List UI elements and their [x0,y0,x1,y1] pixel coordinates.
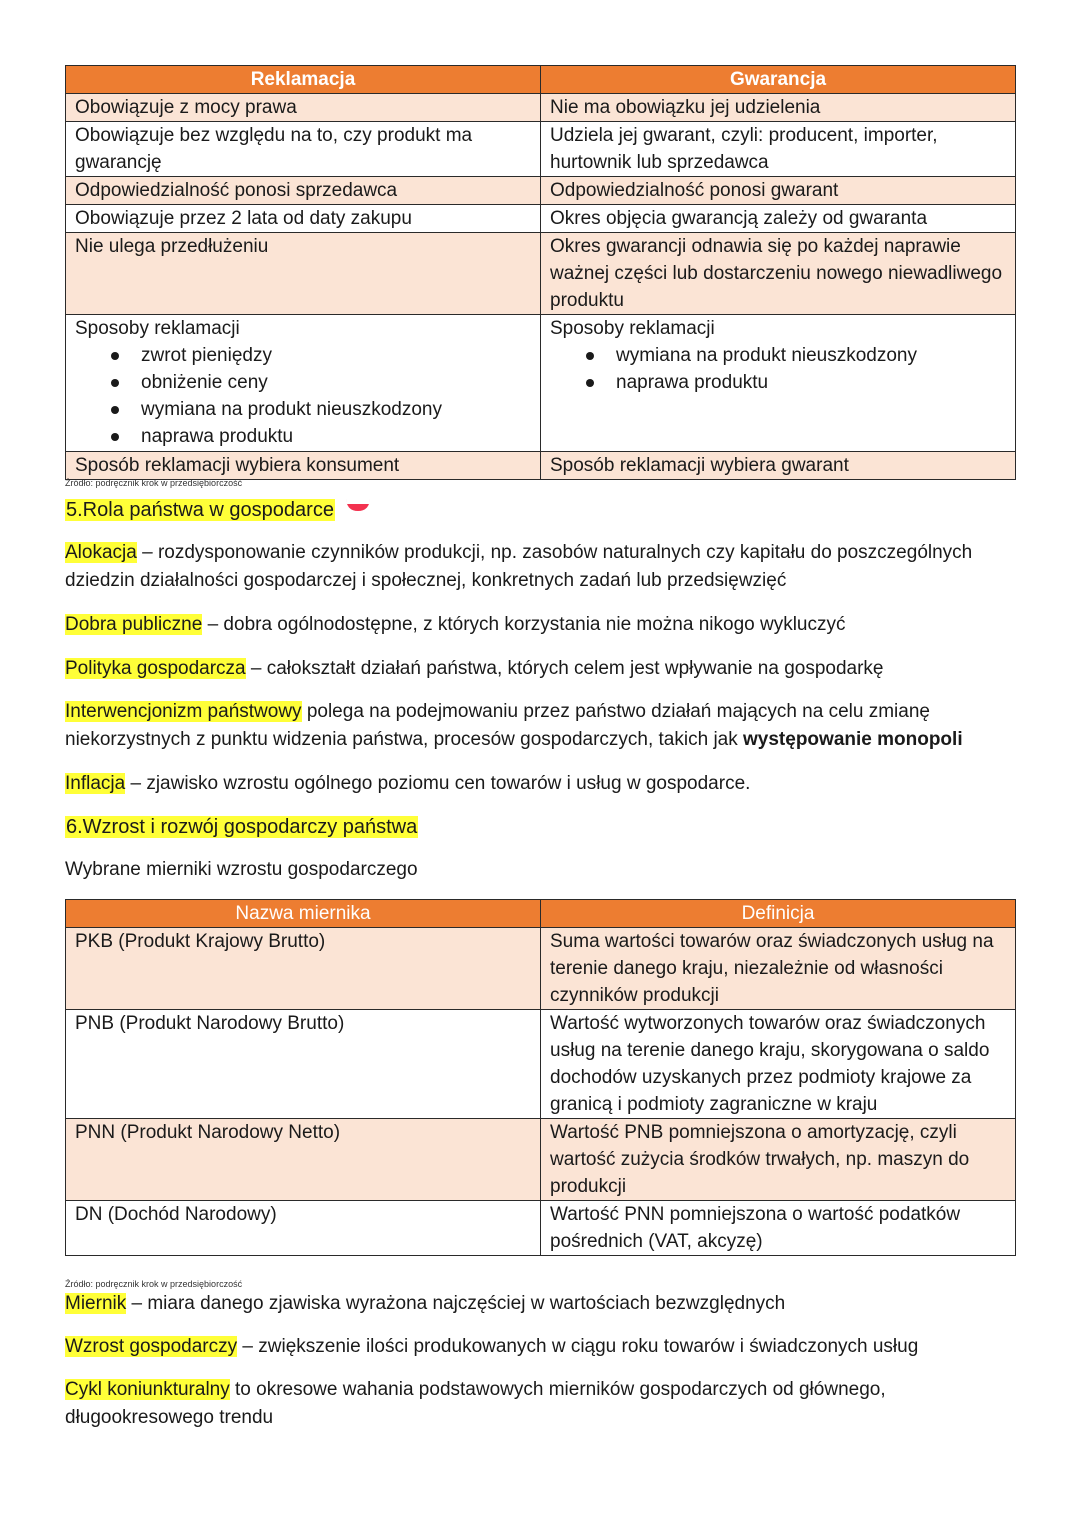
table-cell: Wartość PNB pomniejszona o amortyzację, czyli wartość zużycia środków trwałych, np. maszyn do produkcji [541,1119,1016,1201]
definition-miernik [65,1290,1025,1318]
table-cell: Okres gwarancji odnawia się po każdej naprawie ważnej części lub dostarczeniu nowego niewadliwego produktu [541,233,1016,315]
methods-title: Sposoby reklamacji [550,318,715,339]
methods-title: Sposoby reklamacji [75,318,240,339]
table-row [66,1119,1016,1201]
definition-text: polega na podejmowaniu przez państwo działań mających na celu zmianę niekorzystnych z punktu widzenia państwa, procesów gospodarczych, takich jak [65,701,930,750]
table-row [66,1010,1016,1119]
definition-text: – rozdysponowanie czynników produkcji, np. zasobów naturalnych czy kapitału do poszczególnych dziedzin działalności gospodarczej i społecznej, konkretnych zadań lub przedsięwzięć [65,542,973,591]
methods-list [75,342,531,450]
definition-polityka-gospodarcza [65,655,1025,683]
table-cell: Sposób reklamacji wybiera konsument [66,452,541,480]
definition-bold-text: występowanie monopoli [743,729,963,750]
table-cell: Odpowiedzialność ponosi gwarant [541,177,1016,205]
list-item: naprawa produktu [75,423,531,450]
list-item: wymiana na produkt nieuszkodzony [75,396,531,423]
table-cell: Nie ma obowiązku jej udzielenia [541,94,1016,122]
table-row [66,122,1016,177]
list-item: wymiana na produkt nieuszkodzony [550,342,1006,369]
table-row [66,452,1016,480]
section-heading-6 [65,812,418,842]
table-cell: Nie ulega przedłużeniu [66,233,541,315]
definition-term: Wzrost gospodarczy [65,1336,238,1357]
table-row [66,233,1016,315]
measures-table [65,899,1016,1256]
section-subtitle: Wybrane mierniki wzrostu gospodarczego [65,859,418,880]
table-cell: PNB (Produkt Narodowy Brutto) [66,1010,541,1119]
definition-text: – miara danego zjawiska wyrażona najczęściej w wartościach bezwzględnych [126,1293,786,1314]
table-cell: Udziela jej gwarant, czyli: producent, importer, hurtownik lub sprzedawca [541,122,1016,177]
list-item: obniżenie ceny [75,369,531,396]
definition-text: to okresowe wahania podstawowych mierników gospodarczych od głównego, długookresowego trendu [65,1379,886,1428]
table-cell: Obowiązuje przez 2 lata od daty zakupu [66,205,541,233]
definition-text: – zwiększenie ilości produkowanych w ciągu roku towarów i świadczonych usług [237,1336,919,1357]
table-row-methods [66,315,1016,452]
table-cell-methods-left [66,315,541,452]
source-note: Źródło: podręcznik krok w przedsiębiorczość [65,1279,243,1289]
section-heading-5 [65,495,371,525]
table-cell-methods-right [541,315,1016,452]
table-row [66,1201,1016,1256]
table-header-nazwa: Nazwa miernika [66,900,541,928]
table-cell: Wartość wytworzonych towarów oraz świadczonych usług na terenie danego kraju, skorygowana o saldo dochodów uzyskanych przez podmioty krajowe za granicą i podmioty zagraniczne w kraju [541,1010,1016,1119]
definition-text: – całokształt działań państwa, których celem jest wpływanie na gospodarkę [245,658,884,679]
definition-text: – dobra ogólnodostępne, z których korzystania nie można nikogo wykluczyć [202,614,846,635]
poland-flag-icon [345,498,371,512]
definition-alokacja [65,539,1025,595]
definition-term: Cykl koniunkturalny [65,1379,230,1400]
definition-term: Polityka gospodarcza [65,658,246,679]
source-note: Źródło: podręcznik krok w przedsiębiorczość [65,478,243,488]
table-cell: Okres objęcia gwarancją zależy od gwaranta [541,205,1016,233]
table-header-gwarancja: Gwarancja [541,66,1016,94]
definition-dobra-publiczne [65,611,1025,639]
methods-list [550,342,1006,396]
section-title: 5.Rola państwa w gospodarce [66,499,334,521]
list-item: naprawa produktu [550,369,1006,396]
table-cell: DN (Dochód Narodowy) [66,1201,541,1256]
table-cell: Suma wartości towarów oraz świadczonych usług na terenie danego kraju, niezależnie od własności czynników produkcji [541,928,1016,1010]
table-cell: PNN (Produkt Narodowy Netto) [66,1119,541,1201]
table-row [66,205,1016,233]
definition-term: Alokacja [65,542,137,563]
definition-interwencjonizm [65,698,1025,754]
definition-term: Interwencjonizm państwowy [65,701,302,722]
list-item: zwrot pieniędzy [75,342,531,369]
definition-inflacja [65,770,1025,798]
definition-term: Dobra publiczne [65,614,203,635]
table-cell: Wartość PNN pomniejszona o wartość podatków pośrednich (VAT, akcyzę) [541,1201,1016,1256]
table-row [66,94,1016,122]
definition-text: – zjawisko wzrostu ogólnego poziomu cen towarów i usług w gospodarce. [125,773,751,794]
section-title: 6.Wzrost i rozwój gospodarczy państwa [66,816,418,838]
table-cell: Sposób reklamacji wybiera gwarant [541,452,1016,480]
definition-cykl-koniunkturalny [65,1376,1025,1432]
table-row [66,177,1016,205]
table-cell: Obowiązuje z mocy prawa [66,94,541,122]
table-cell: Odpowiedzialność ponosi sprzedawca [66,177,541,205]
table-cell: Obowiązuje bez względu na to, czy produkt ma gwarancję [66,122,541,177]
definition-wzrost-gospodarczy [65,1333,1025,1361]
comparison-table-reklamacja-gwarancja [65,65,1016,480]
definition-term: Inflacja [65,773,126,794]
table-cell: PKB (Produkt Krajowy Brutto) [66,928,541,1010]
definition-term: Miernik [65,1293,127,1314]
table-header-definicja: Definicja [541,900,1016,928]
table-row [66,928,1016,1010]
table-header-reklamacja: Reklamacja [66,66,541,94]
